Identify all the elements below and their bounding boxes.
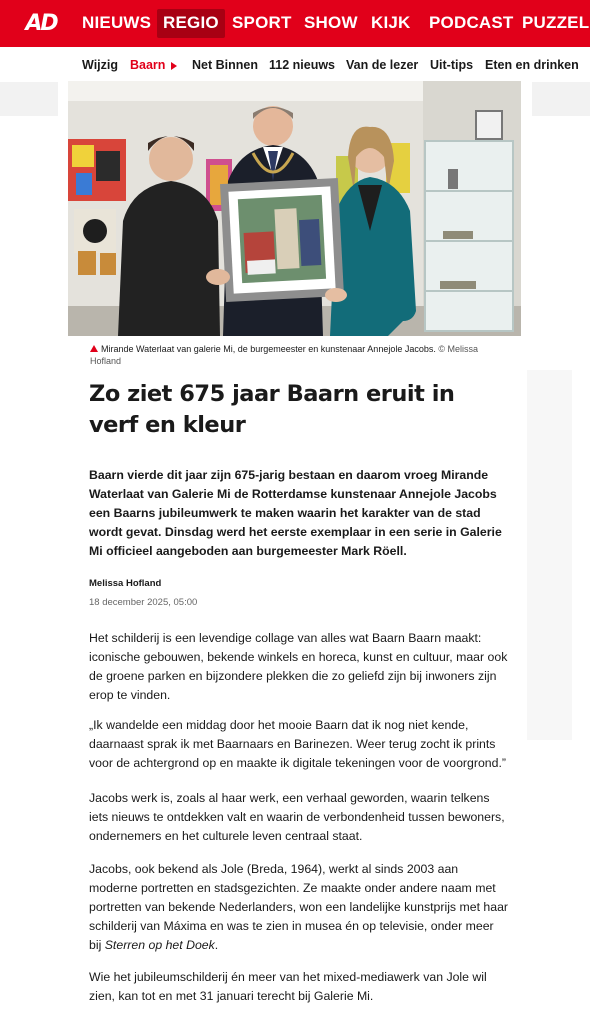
ad-logo[interactable]: [22, 10, 60, 36]
paragraph-4-end: .: [214, 938, 219, 952]
subnav-van-de-lezer[interactable]: Van de lezer: [346, 58, 419, 72]
logo-text: AD: [25, 10, 57, 36]
regional-subnav: [0, 47, 590, 81]
nav-regio[interactable]: REGIO: [157, 9, 225, 38]
subnav-eten-en-drinken[interactable]: Eten en drinken: [485, 58, 579, 72]
subnav-baarn[interactable]: Baarn: [130, 58, 166, 72]
caption-text: Mirande Waterlaat van galerie Mi, de burgemeester en kunstenaar Annejole Jacobs.: [101, 344, 436, 354]
publish-date: 18 december 2025, 05:00: [89, 597, 198, 608]
triangle-up-icon: [90, 345, 98, 352]
article-headline: Zo ziet 675 jaar Baarn eruit in verf en kleur: [89, 381, 455, 438]
side-band-right: [532, 82, 590, 116]
top-navigation-bar: [0, 0, 590, 47]
article-paragraph-5: Wie het jubileumschilderij én meer van het mixed-mediawerk van Jole wil zien, kan tot en met 31 januari terecht bij Galerie Mi.: [89, 970, 487, 1003]
nav-puzzel[interactable]: PUZZEL: [522, 13, 590, 32]
article-paragraph-4: [89, 860, 509, 955]
author-name[interactable]: Melissa Hofland: [89, 578, 162, 589]
article-paragraph-2: „Ik wandelde een middag door het mooie Baarn dat ik nog niet kende, daarnaast sprak ik met Baarnaars en Barinezen. Weer terug zocht ik prints voor de achtergrond op en maakte ik digitale tekeningen voor de voorgrond.”: [89, 718, 506, 770]
subnav-wijzig[interactable]: Wijzig: [82, 58, 118, 72]
paragraph-4-text: Jacobs, ook bekend als Jole (Breda, 1964), werkt al sinds 2003 aan moderne portretten en stadsgezichten. Ze maakte onder andere naam met portretten van bekende Nederlanders, won een landelijke kunstprijs met haar schilderij van Máxima en was te zien in musea én op televisie, onder meer bij: [89, 862, 509, 952]
side-band-left: [0, 82, 58, 116]
photo-credit: © Melissa Hofland: [90, 344, 479, 366]
photo-caption: [90, 344, 510, 367]
article-photo[interactable]: [68, 81, 521, 336]
article-paragraph-1: Het schilderij is een levendige collage van alles wat Baarn Baarn maakt: iconische gebouwen, bekende winkels en horeca, kunst en cultuur, maar ook de groene parken en bijzondere plekken die zo geliefd zijn bij inwoners zijn erop te vinden.: [89, 631, 508, 702]
photo-illustration: [68, 81, 521, 336]
nav-podcast[interactable]: PODCAST: [429, 13, 514, 32]
article-intro: Baarn vierde dit jaar zijn 675-jarig bestaan en daarom vroeg Mirande Waterlaat van Galerie Mi de Rotterdamse kunstenaar Annejole Jacobs een Baarns jubileumwerk te maken waarin het karakter van de stad wordt gevat. Dinsdag werd het eerste exemplaar in een serie in Galerie Mi officieel aangeboden aan burgemeester Mark Röell.: [89, 468, 502, 558]
sidebar-ad-placeholder: [527, 370, 572, 740]
subnav-uit-tips[interactable]: Uit-tips: [430, 58, 474, 72]
subnav-112-nieuws[interactable]: 112 nieuws: [269, 58, 336, 72]
subnav-net-binnen[interactable]: Net Binnen: [192, 58, 258, 72]
nav-nieuws[interactable]: NIEUWS: [82, 13, 152, 32]
nav-kijk[interactable]: KIJK: [371, 13, 411, 32]
nav-sport[interactable]: SPORT: [232, 13, 292, 32]
article-paragraph-3: Jacobs werk is, zoals al haar werk, een verhaal geworden, waarin telkens iets nieuws te ontdekken valt en waarin de verbondenheid tussen bewoners, ondernemers en het culturele leven centraal staat.: [89, 791, 505, 843]
caret-right-icon: [171, 62, 177, 70]
show-title: Sterren op het Doek: [104, 938, 215, 952]
nav-show[interactable]: SHOW: [304, 13, 358, 32]
